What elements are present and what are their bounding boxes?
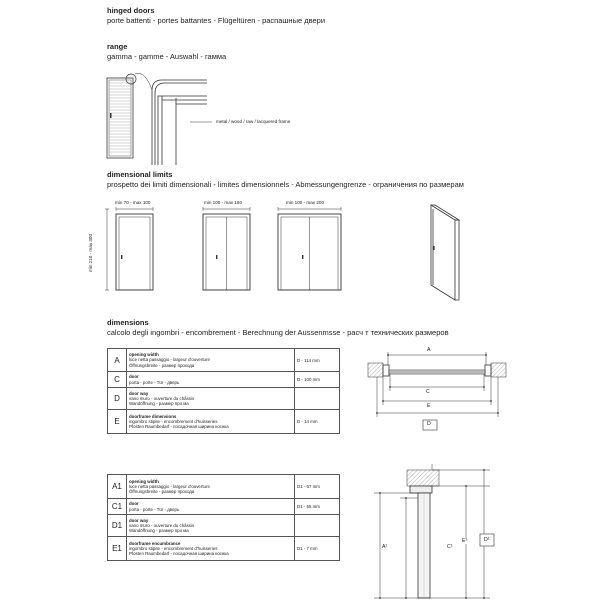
row-value: D - 14 mm bbox=[295, 410, 340, 434]
door3-width-label: min 100 - max 200 bbox=[286, 200, 325, 205]
door1-width-label: min 70 - max 100 bbox=[115, 200, 151, 205]
section-label-c1: C¹ bbox=[447, 544, 453, 550]
row-description: door way vano muro - ouverture du châssis Wandöffnung - размер про ма bbox=[127, 515, 295, 537]
dimensions-title: dimensions bbox=[107, 318, 149, 327]
section-view-diagram bbox=[370, 462, 500, 600]
row-letter: E bbox=[108, 410, 127, 434]
row-value: D - 100 mm bbox=[295, 372, 340, 388]
dimensions-table-2 bbox=[107, 474, 340, 561]
row-letter: D bbox=[108, 388, 127, 410]
range-door-illustration bbox=[100, 60, 250, 170]
row-letter: C bbox=[108, 372, 127, 388]
frame-note: metal / wood / raw / lacquered frame bbox=[216, 119, 291, 124]
row-value: D1 - 57 mm bbox=[295, 475, 340, 499]
row-letter: A1 bbox=[108, 475, 127, 499]
row-description: door porta - porte - Tür - дверь bbox=[127, 372, 295, 388]
section-label-a1: A¹ bbox=[382, 544, 388, 550]
table-row bbox=[108, 475, 340, 499]
table-row bbox=[108, 388, 340, 410]
page-subtitle: porte battenti - portes battantes - Flügeltüren - распашные двери bbox=[107, 16, 326, 25]
table-row bbox=[108, 349, 340, 372]
limits-subtitle: prospetto dei limiti dimensionali - limites dimensionnels - Abmessungengrenze - ограничения по размерам bbox=[107, 180, 464, 189]
door2-width-label: min 100 - max 160 bbox=[204, 200, 243, 205]
table-row bbox=[108, 537, 340, 561]
plan-label-e: E bbox=[427, 403, 431, 409]
range-subtitle: gamma - gamme - Auswahl - гамма bbox=[107, 52, 227, 61]
height-label: min 210 - max 300 bbox=[88, 233, 93, 272]
limits-title: dimensional limits bbox=[107, 170, 173, 179]
plan-label-a: A bbox=[427, 347, 431, 353]
row-value: D1 - 7 mm bbox=[295, 537, 340, 561]
table-row bbox=[108, 499, 340, 515]
row-value: D1 - 55 mm bbox=[295, 499, 340, 515]
plan-label-c: C bbox=[426, 389, 430, 395]
row-description: opening width luce netta passaggio - largeur d'ouverture Öffnungsbreite - размер прохода bbox=[127, 475, 295, 499]
row-value bbox=[295, 388, 340, 410]
dimensions-subtitle: calcolo degli ingombri - encombrement - Berechnung der Aussenmsse - расч т технических размеров bbox=[107, 328, 449, 337]
row-value bbox=[295, 515, 340, 537]
section-label-e1: E¹ bbox=[462, 538, 468, 544]
row-description: door way vano muro - ouverture du châssis Wandöffnung - размер про ма bbox=[127, 388, 295, 410]
dimensional-limits-doors bbox=[95, 200, 475, 295]
row-letter: E1 bbox=[108, 537, 127, 561]
table-row bbox=[108, 515, 340, 537]
plan-view-diagram bbox=[373, 343, 508, 433]
row-letter: D1 bbox=[108, 515, 127, 537]
row-description: door porta - porte - Tür - дверь bbox=[127, 499, 295, 515]
row-value: D - 114 mm bbox=[295, 349, 340, 372]
range-title: range bbox=[107, 42, 128, 51]
section-label-d1: D¹ bbox=[484, 537, 490, 543]
row-description: opening width luce netta passaggio - largeur d'ouverture Öffnungsbreite - размер прохода bbox=[127, 349, 295, 372]
row-letter: C1 bbox=[108, 499, 127, 515]
row-description: doorframe encumbrance ingombro stipite - encombrement d'huisseries Pfosten Raumbedarf - посадочная ширина коснка bbox=[127, 537, 295, 561]
row-letter: A bbox=[108, 349, 127, 372]
table-row bbox=[108, 410, 340, 434]
table-row bbox=[108, 372, 340, 388]
row-description: doorframe dimensions ingombro stipite - encombrement d'huisseries Pfosten Raumbedarf - посадочная ширина коснка bbox=[127, 410, 295, 434]
dimensions-table-1 bbox=[107, 348, 340, 434]
plan-label-d: D bbox=[427, 421, 431, 427]
page-title: hinged doors bbox=[107, 6, 155, 15]
